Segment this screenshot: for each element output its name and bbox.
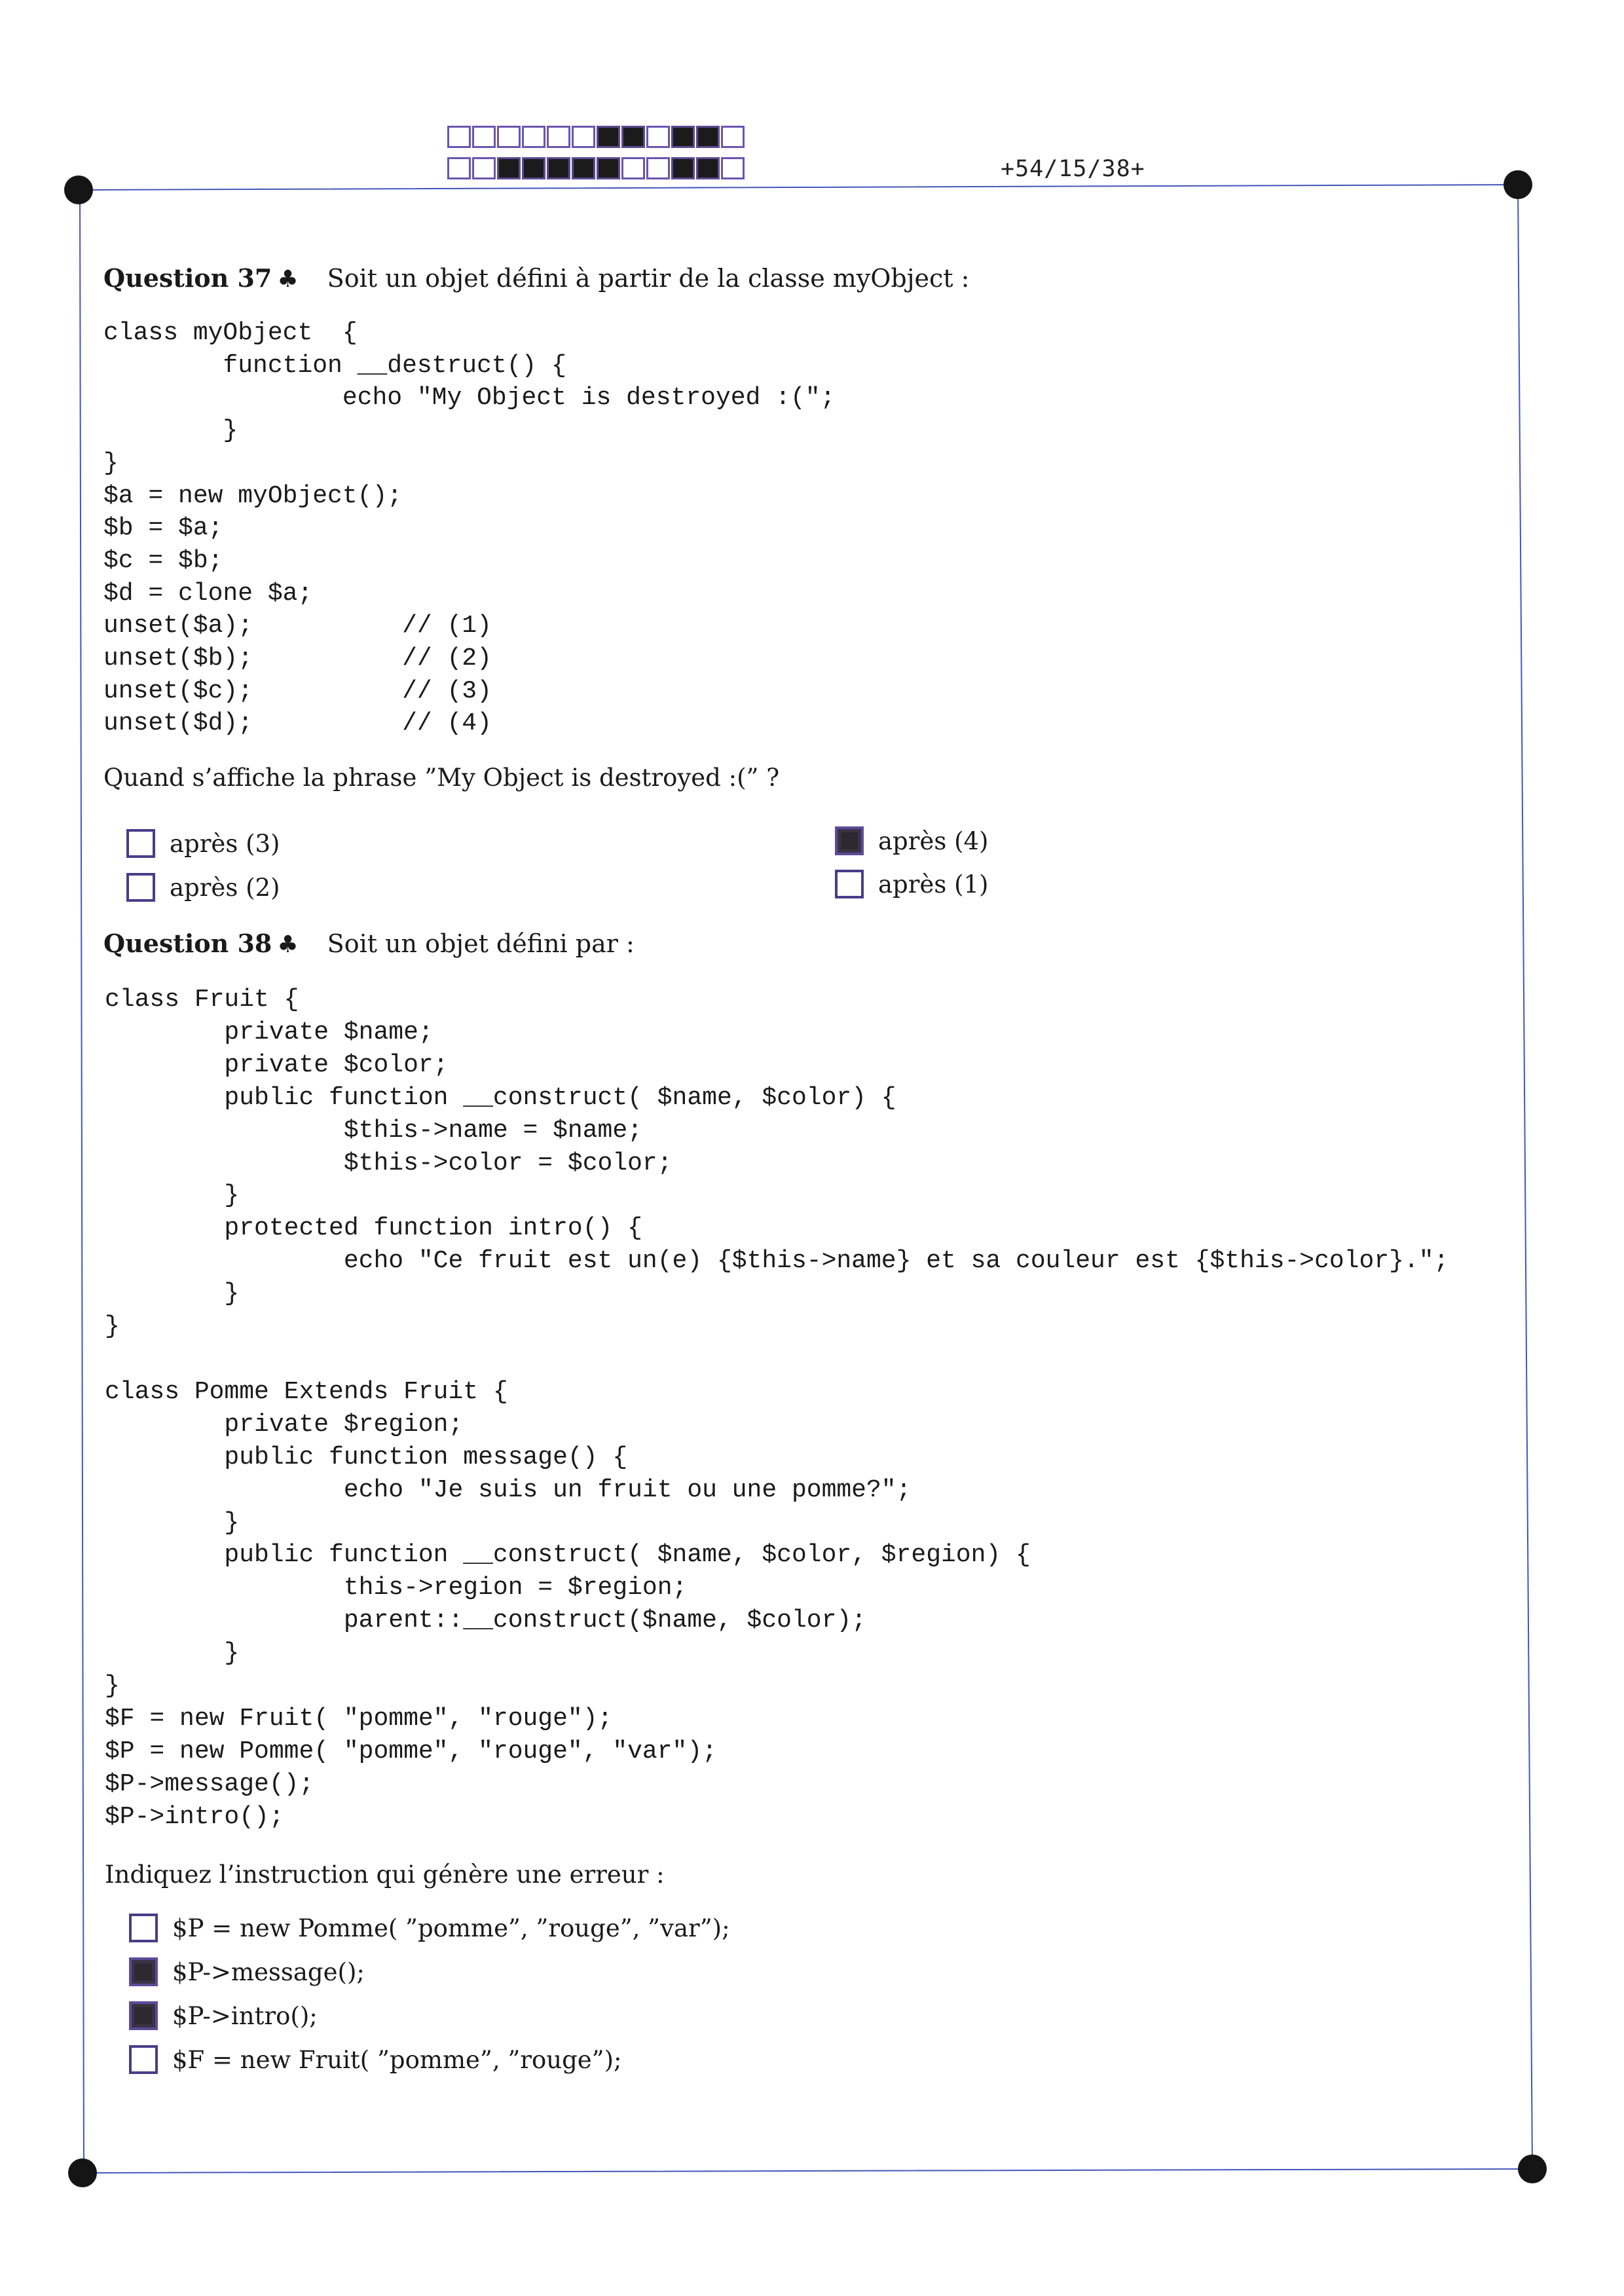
- registration-mark-top-right: [1504, 170, 1532, 199]
- q38-answer-intro[interactable]: [129, 2001, 318, 2030]
- id-box: [597, 157, 620, 179]
- id-box: [646, 157, 670, 179]
- id-box: [597, 126, 620, 148]
- q38-checkbox-new-fruit[interactable]: [129, 2045, 158, 2074]
- q37-answer-after-3[interactable]: [126, 829, 280, 858]
- q38-checkbox-message[interactable]: [129, 1957, 158, 1986]
- q37-checkbox-after-3[interactable]: [126, 829, 155, 858]
- id-box: [497, 126, 521, 148]
- id-box: [721, 157, 745, 179]
- page-id: +54/15/38+: [1001, 156, 1145, 182]
- q37-answer-label: après (1): [878, 870, 989, 898]
- id-box: [696, 126, 720, 148]
- id-box: [472, 126, 496, 148]
- q37-checkbox-after-1[interactable]: [835, 870, 864, 898]
- q38-answer-message[interactable]: [129, 1957, 365, 1986]
- question-37-code: class myObject { function __destruct() { echo "My Object is destroyed :("; } } $a = new myObject(); $b = $a; $c = $b; $d = clone $a; unset($a); // (1) unset($b); // (2) unset($c); // (3) unset($d); // (4): [103, 319, 836, 738]
- q37-answer-after-4[interactable]: [835, 826, 989, 855]
- id-box: [472, 157, 496, 179]
- registration-mark-top-left: [64, 176, 93, 204]
- id-box: [721, 126, 745, 148]
- id-box: [447, 157, 471, 179]
- q38-answer-label: $F = new Fruit( ”pomme”, ”rouge”);: [172, 2045, 622, 2074]
- q37-checkbox-after-4[interactable]: [835, 826, 864, 855]
- question-38-label: Question 38: [103, 929, 272, 958]
- q38-answer-label: $P->message();: [172, 1957, 365, 1986]
- q38-answer-label: $P = new Pomme( ”pomme”, ”rouge”, ”var”);: [172, 1914, 730, 1942]
- id-box: [646, 126, 670, 148]
- id-box: [671, 157, 695, 179]
- q38-checkbox-intro[interactable]: [129, 2001, 158, 2030]
- student-id-boxes-row-1: [447, 126, 746, 151]
- q37-answer-after-2[interactable]: [126, 873, 280, 902]
- club-icon: ♣: [277, 266, 299, 293]
- id-box: [547, 157, 570, 179]
- id-box: [522, 126, 545, 148]
- q37-answer-after-1[interactable]: [835, 870, 989, 898]
- question-38-code: class Fruit { private $name; private $color; public function __construct( $name, $color) { $this->name = $name; $this->color = $color; } protected function intro() { echo "Ce fruit est un(e) {$this->name} et sa couleur est {$this->color}."; } } class Pomme Extends Fruit { private $region; public function message() { echo "Je suis un fruit ou une pomme?"; } public function __construct( $name, $color, $region) { this->region = $region; parent::__construct($name, $color); } } $F = new Fruit( "pomme", "rouge"); $P = new Pomme( "pomme", "rouge", "var"); $P->message(); $P->intro();: [105, 986, 1449, 1831]
- id-box: [447, 126, 471, 148]
- question-38-statement: Soit un objet défini par :: [327, 929, 635, 958]
- q37-answer-label: après (2): [170, 873, 280, 902]
- id-box: [522, 157, 545, 179]
- id-box: [671, 126, 695, 148]
- club-icon: ♣: [277, 931, 299, 958]
- q38-answer-new-fruit[interactable]: [129, 2045, 621, 2074]
- question-37-statement: Soit un objet défini à partir de la classe myObject :: [327, 264, 970, 293]
- id-box: [696, 157, 720, 179]
- q38-answer-label: $P->intro();: [172, 2001, 318, 2030]
- q38-answer-new-pomme[interactable]: [129, 1914, 730, 1942]
- question-37-label: Question 37: [103, 263, 272, 293]
- question-38-header: [103, 929, 635, 960]
- registration-mark-bottom-right: [1518, 2155, 1547, 2183]
- id-box: [621, 157, 645, 179]
- id-box: [497, 157, 521, 179]
- id-box: [572, 126, 595, 148]
- question-37-prompt: Quand s’affiche la phrase ”My Object is destroyed :(” ?: [103, 764, 780, 792]
- question-37-header: [103, 263, 969, 295]
- registration-mark-bottom-left: [68, 2158, 97, 2187]
- id-box: [547, 126, 570, 148]
- q37-answer-label: après (4): [878, 826, 989, 855]
- q37-answer-label: après (3): [170, 829, 280, 858]
- id-box: [621, 126, 645, 148]
- question-38-prompt: Indiquez l’instruction qui génère une erreur :: [105, 1861, 665, 1889]
- student-id-boxes-row-2: [447, 157, 746, 182]
- q37-checkbox-after-2[interactable]: [126, 873, 155, 902]
- q38-checkbox-new-pomme[interactable]: [129, 1914, 158, 1942]
- id-box: [572, 157, 595, 179]
